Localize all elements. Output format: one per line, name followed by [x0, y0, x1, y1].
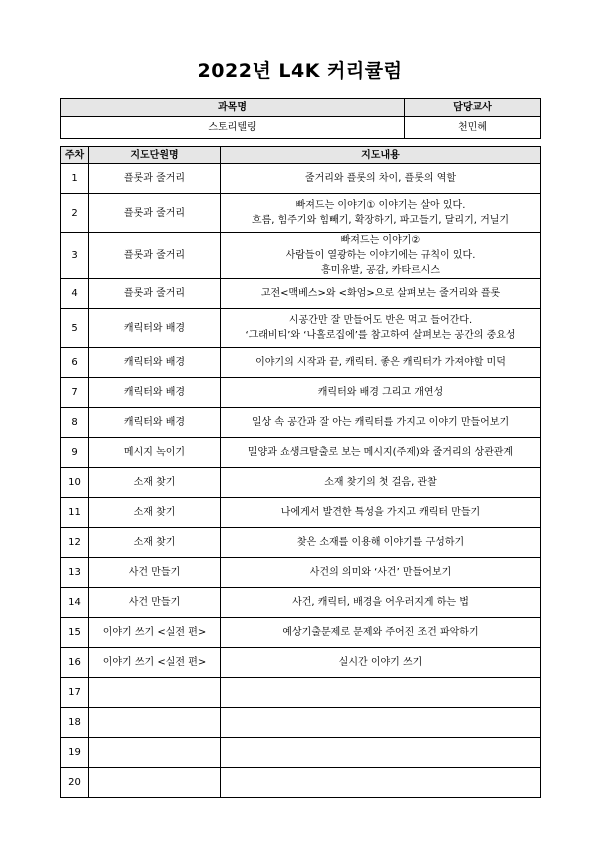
week-cell: 13	[61, 558, 89, 588]
unit-cell	[89, 768, 221, 798]
curriculum-table	[60, 146, 541, 798]
table-row	[61, 378, 541, 408]
week-cell: 18	[61, 708, 89, 738]
week-cell: 7	[61, 378, 89, 408]
content-line: 줄거리와 플롯의 차이, 플롯의 역할	[304, 173, 457, 184]
table-row	[61, 438, 541, 468]
unit-cell: 소재 찾기	[89, 498, 221, 528]
content-cell	[221, 279, 541, 309]
content-line: 사람들이 열광하는 이야기에는 규칙이 있다.	[285, 250, 476, 261]
table-row	[61, 708, 541, 738]
content-line: 찾은 소재를 이용해 이야기를 구성하기	[296, 537, 465, 548]
content-cell	[221, 498, 541, 528]
content-cell	[221, 309, 541, 348]
content-cell	[221, 528, 541, 558]
week-cell: 15	[61, 618, 89, 648]
content-cell	[221, 708, 541, 738]
content-line: 일상 속 공간과 잘 아는 캐릭터를 가지고 이야기 만들어보기	[251, 417, 510, 428]
week-cell: 5	[61, 309, 89, 348]
unit-cell: 이야기 쓰기 <실전 편>	[89, 648, 221, 678]
week-cell: 11	[61, 498, 89, 528]
week-cell: 3	[61, 233, 89, 279]
unit-cell	[89, 708, 221, 738]
unit-cell: 플롯과 줄거리	[89, 279, 221, 309]
unit-cell: 캐릭터와 배경	[89, 378, 221, 408]
table-row	[61, 194, 541, 233]
unit-cell: 사건 만들기	[89, 588, 221, 618]
content-line: 사건, 캐릭터, 배경을 어우러지게 하는 법	[292, 597, 469, 608]
table-row	[61, 309, 541, 348]
content-line: 나에게서 발견한 특성을 가지고 캐릭터 만들기	[280, 507, 481, 518]
content-cell	[221, 588, 541, 618]
subject-header: 과목명	[61, 99, 405, 117]
unit-cell: 플롯과 줄거리	[89, 194, 221, 233]
content-line: 흥미유발, 공감, 카타르시스	[321, 265, 440, 276]
content-line: 시공간만 잘 만들어도 반은 먹고 들어간다.	[288, 315, 473, 326]
unit-cell: 캐릭터와 배경	[89, 348, 221, 378]
content-cell	[221, 233, 541, 279]
content-line: 빠져드는 이야기②	[340, 235, 421, 246]
unit-cell: 소재 찾기	[89, 468, 221, 498]
teacher-header: 담당교사	[405, 99, 541, 117]
week-cell: 16	[61, 648, 89, 678]
content-cell	[221, 648, 541, 678]
week-cell: 17	[61, 678, 89, 708]
unit-cell: 플롯과 줄거리	[89, 233, 221, 279]
content-cell	[221, 618, 541, 648]
week-cell: 19	[61, 738, 89, 768]
table-row	[61, 678, 541, 708]
content-header: 지도내용	[221, 147, 541, 164]
content-line: ‘그래비티’와 ‘나홀로집에’를 참고하여 살펴보는 공간의 중요성	[245, 330, 516, 341]
table-row	[61, 588, 541, 618]
week-cell: 4	[61, 279, 89, 309]
content-cell	[221, 768, 541, 798]
table-row	[61, 279, 541, 309]
week-cell: 6	[61, 348, 89, 378]
table-row	[61, 558, 541, 588]
content-line: 밀양과 쇼생크탈출로 보는 메시지(주제)와 줄거리의 상관관계	[247, 447, 514, 458]
table-row	[61, 528, 541, 558]
week-cell: 2	[61, 194, 89, 233]
content-cell	[221, 468, 541, 498]
teacher-value: 천민혜	[405, 117, 541, 139]
table-row	[61, 348, 541, 378]
table-row	[61, 164, 541, 194]
week-cell: 9	[61, 438, 89, 468]
content-line: 예상기출문제로 문제와 주어진 조건 파악하기	[282, 627, 479, 638]
unit-cell: 이야기 쓰기 <실전 편>	[89, 618, 221, 648]
subject-value: 스토리텔링	[61, 117, 405, 139]
content-cell	[221, 438, 541, 468]
page-title: 2022년 L4K 커리큘럼	[197, 60, 403, 82]
week-header: 주차	[61, 147, 89, 164]
table-row	[61, 408, 541, 438]
content-line: 흐름, 힘주기와 힘빼기, 확장하기, 파고들기, 달리기, 거닐기	[251, 215, 510, 226]
content-line: 소재 찾기의 첫 걸음, 관찰	[324, 477, 437, 488]
unit-cell: 메시지 녹이기	[89, 438, 221, 468]
course-info-table	[60, 98, 541, 139]
content-line: 실시간 이야기 쓰기	[338, 657, 423, 668]
table-row	[61, 468, 541, 498]
table-row	[61, 738, 541, 768]
content-line: 사건의 의미와 ‘사건’ 만들어보기	[309, 567, 452, 578]
week-cell: 20	[61, 768, 89, 798]
week-cell: 1	[61, 164, 89, 194]
content-line: 캐릭터와 배경 그리고 개연성	[317, 387, 444, 398]
content-line: 빠져드는 이야기① 이야기는 살아 있다.	[295, 200, 466, 211]
week-cell: 14	[61, 588, 89, 618]
content-cell	[221, 408, 541, 438]
content-cell	[221, 164, 541, 194]
unit-cell: 사건 만들기	[89, 558, 221, 588]
table-row	[61, 618, 541, 648]
content-cell	[221, 348, 541, 378]
unit-cell: 캐릭터와 배경	[89, 408, 221, 438]
content-cell	[221, 678, 541, 708]
content-cell	[221, 378, 541, 408]
week-cell: 8	[61, 408, 89, 438]
unit-cell	[89, 738, 221, 768]
content-line: 고전<맥베스>와 <화엄>으로 살펴보는 줄거리와 플롯	[260, 288, 501, 299]
week-cell: 12	[61, 528, 89, 558]
week-cell: 10	[61, 468, 89, 498]
unit-header: 지도단원명	[89, 147, 221, 164]
content-cell	[221, 738, 541, 768]
unit-cell: 플롯과 줄거리	[89, 164, 221, 194]
table-row	[61, 498, 541, 528]
table-row	[61, 233, 541, 279]
unit-cell: 캐릭터와 배경	[89, 309, 221, 348]
unit-cell	[89, 678, 221, 708]
content-cell	[221, 558, 541, 588]
unit-cell: 소재 찾기	[89, 528, 221, 558]
content-line: 이야기의 시작과 끝, 캐릭터. 좋은 캐릭터가 가져야할 미덕	[255, 357, 506, 368]
content-cell	[221, 194, 541, 233]
table-row	[61, 648, 541, 678]
table-row	[61, 768, 541, 798]
